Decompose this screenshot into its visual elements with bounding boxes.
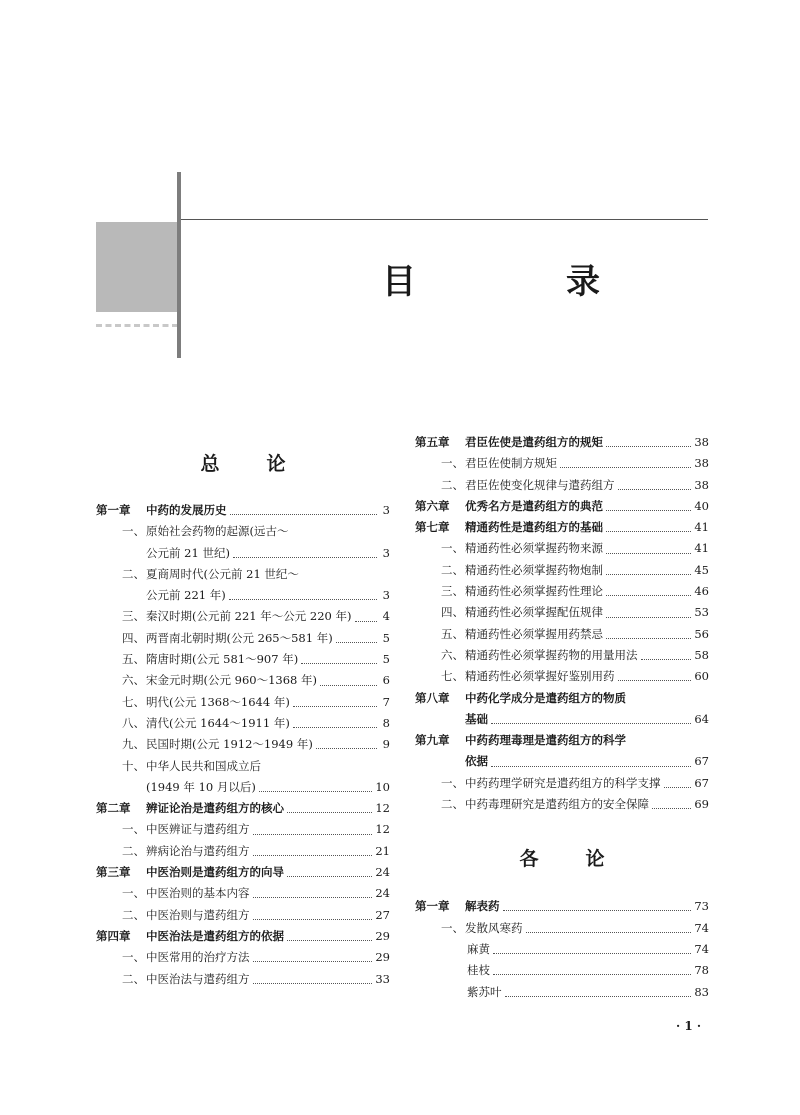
toc-entry-page: 67 <box>694 775 709 790</box>
toc-entry-page: 29 <box>375 928 390 943</box>
toc-entry[interactable] <box>96 543 390 564</box>
toc-entry[interactable] <box>96 606 390 627</box>
toc-entry[interactable] <box>96 777 390 798</box>
toc-entry-title: 优秀名方是遣药组方的典范 <box>465 498 603 513</box>
toc-list-left <box>96 500 390 990</box>
toc-entry[interactable] <box>415 794 709 815</box>
toc-entry[interactable] <box>415 624 709 645</box>
dot-leader <box>293 727 377 728</box>
toc-entry[interactable] <box>415 666 709 687</box>
toc-chapter-entry[interactable] <box>415 432 709 453</box>
toc-left-column <box>96 430 390 990</box>
toc-entry[interactable] <box>415 982 709 1003</box>
toc-entry[interactable] <box>415 960 709 981</box>
toc-entry-title: (1949 年 10 月以后) <box>146 779 256 794</box>
toc-entry-page: 5 <box>382 630 390 645</box>
toc-entry-number: 六、 <box>122 673 145 688</box>
toc-right-column <box>415 432 709 1003</box>
toc-entry-number: 第七章 <box>415 520 450 535</box>
toc-entry-number: 第二章 <box>96 801 131 816</box>
toc-entry-title: 中医治则是遣药组方的向导 <box>146 865 284 880</box>
dot-leader <box>320 685 377 686</box>
dot-leader <box>287 876 372 877</box>
dot-leader <box>253 855 373 856</box>
dot-leader <box>652 808 691 809</box>
toc-entry-title: 中医辨证与遣药组方 <box>146 822 250 837</box>
toc-entry-number: 一、 <box>122 822 145 837</box>
dot-leader <box>606 595 691 596</box>
toc-entry-number: 三、 <box>441 584 464 599</box>
toc-entry-number: 一、 <box>122 524 145 539</box>
toc-entry[interactable] <box>96 649 390 670</box>
toc-entry-title: 发散风寒药 <box>465 920 523 935</box>
dot-leader <box>253 919 373 920</box>
decorative-dashed-line <box>96 324 178 327</box>
toc-entry-page: 38 <box>694 477 709 492</box>
dot-leader <box>233 557 377 558</box>
toc-entry[interactable] <box>96 819 390 840</box>
toc-entry-page: 41 <box>694 541 709 556</box>
toc-entry-title: 原始社会药物的起源(远古～ <box>146 524 289 539</box>
toc-entry[interactable] <box>96 692 390 713</box>
toc-entry-title: 隋唐时期(公元 581～907 年) <box>146 652 299 667</box>
dot-leader <box>606 553 691 554</box>
toc-entry-title: 宋金元时期(公元 960～1368 年) <box>146 673 317 688</box>
toc-entry-number: 九、 <box>122 737 145 752</box>
toc-entry-number: 第八章 <box>415 690 450 705</box>
toc-entry-page: 8 <box>382 715 390 730</box>
toc-entry-title: 精通药性必须掌握药物来源 <box>465 541 603 556</box>
toc-entry-title: 公元前 221 年) <box>146 588 226 603</box>
toc-entry-page: 74 <box>694 920 709 935</box>
dot-leader <box>618 680 692 681</box>
dot-leader <box>287 940 372 941</box>
toc-entry-title: 依据 <box>465 754 488 769</box>
section-title-specific: 各 论 <box>519 848 619 871</box>
toc-entry-title: 麻黄 <box>467 941 490 956</box>
toc-entry-number: 七、 <box>122 694 145 709</box>
toc-entry[interactable] <box>415 560 709 581</box>
toc-entry-number: 一、 <box>441 775 464 790</box>
toc-entry[interactable] <box>96 713 390 734</box>
toc-entry-page: 78 <box>694 963 709 978</box>
toc-entry-page: 12 <box>375 822 390 837</box>
toc-entry-page: 56 <box>694 626 709 641</box>
toc-list-right-top <box>415 432 709 815</box>
dot-leader <box>664 787 692 788</box>
dot-leader <box>491 723 691 724</box>
toc-entry[interactable] <box>96 734 390 755</box>
toc-entry-number: 一、 <box>122 950 145 965</box>
toc-entry-title: 中医常用的治疗方法 <box>146 950 250 965</box>
toc-entry-title: 中药药理学研究是遣药组方的科学支撑 <box>465 775 661 790</box>
dot-leader <box>293 706 377 707</box>
toc-entry-page: 33 <box>375 971 390 986</box>
toc-entry-number: 七、 <box>441 669 464 684</box>
dot-leader <box>641 659 692 660</box>
toc-entry-title: 君臣佐使是遣药组方的规矩 <box>465 435 603 449</box>
toc-entry-page: 64 <box>694 711 709 726</box>
toc-entry-title: 民国时期(公元 1912～1949 年) <box>146 737 313 752</box>
toc-entry-page: 10 <box>375 779 390 794</box>
toc-chapter-entry[interactable] <box>96 798 390 819</box>
toc-entry[interactable] <box>415 773 709 794</box>
toc-chapter-entry[interactable] <box>415 709 709 730</box>
dot-leader <box>229 599 377 600</box>
toc-entry-number: 二、 <box>441 797 464 812</box>
toc-entry-title: 精通药性必须掌握药物的用量用法 <box>465 647 638 662</box>
toc-entry-number: 二、 <box>441 477 464 492</box>
toc-entry[interactable] <box>96 947 390 968</box>
toc-entry-number: 第一章 <box>96 503 131 517</box>
dot-leader <box>606 617 691 618</box>
toc-entry-page: 27 <box>375 907 390 922</box>
toc-entry-page: 53 <box>694 605 709 620</box>
toc-entry-title: 紫苏叶 <box>467 984 502 999</box>
toc-entry-page: 29 <box>375 950 390 965</box>
dot-leader <box>301 663 377 664</box>
toc-list-right-bottom <box>415 896 709 1002</box>
toc-entry-page: 83 <box>694 984 709 999</box>
dot-leader <box>618 489 692 490</box>
dot-leader <box>355 621 378 622</box>
toc-entry-title: 君臣佐使制方规矩 <box>465 456 557 471</box>
toc-entry-page: 40 <box>694 498 709 513</box>
toc-entry[interactable] <box>96 564 390 585</box>
toc-entry-title: 公元前 21 世纪) <box>146 545 230 560</box>
toc-entry-page: 24 <box>375 886 390 901</box>
toc-entry-number: 第四章 <box>96 928 131 943</box>
toc-entry[interactable] <box>96 841 390 862</box>
decorative-vertical-rule <box>177 172 181 358</box>
toc-entry-title: 中药毒理研究是遣药组方的安全保障 <box>465 797 649 812</box>
toc-entry-page: 73 <box>694 899 709 914</box>
dot-leader <box>606 574 691 575</box>
dot-leader <box>503 910 692 911</box>
toc-entry-page: 46 <box>694 584 709 599</box>
toc-entry-title: 辨病论治与遣药组方 <box>146 843 250 858</box>
dot-leader <box>526 932 692 933</box>
toc-entry[interactable] <box>415 645 709 666</box>
dot-leader <box>259 791 373 792</box>
toc-entry-title: 中医治则与遣药组方 <box>146 907 250 922</box>
toc-entry[interactable] <box>96 969 390 990</box>
toc-entry-title: 桂枝 <box>467 963 490 978</box>
dot-leader <box>493 953 691 954</box>
toc-entry[interactable] <box>96 883 390 904</box>
dot-leader <box>560 467 691 468</box>
section-title-general: 总 论 <box>200 453 300 475</box>
toc-entry-number: 第一章 <box>415 899 450 914</box>
toc-entry-number: 六、 <box>441 647 464 662</box>
toc-entry-number: 一、 <box>441 456 464 471</box>
toc-entry-title: 明代(公元 1368～1644 年) <box>146 694 290 709</box>
toc-entry-page: 12 <box>375 801 390 816</box>
toc-entry-title: 精通药性必须掌握药性理论 <box>465 584 603 599</box>
toc-chapter-entry[interactable] <box>96 500 390 521</box>
toc-entry-number: 第五章 <box>415 435 450 449</box>
toc-entry-number: 五、 <box>441 626 464 641</box>
toc-entry-page: 7 <box>382 694 390 709</box>
toc-entry-number: 二、 <box>122 907 145 922</box>
toc-entry-number: 二、 <box>122 566 145 581</box>
page-number: · 1 · <box>676 1019 702 1033</box>
dot-leader <box>287 812 372 813</box>
dot-leader <box>253 897 373 898</box>
toc-entry-number: 四、 <box>122 630 145 645</box>
toc-entry-page: 38 <box>694 456 709 471</box>
toc-entry-page: 5 <box>382 652 390 667</box>
toc-entry[interactable] <box>415 581 709 602</box>
toc-chapter-entry[interactable] <box>415 688 709 709</box>
toc-entry[interactable] <box>96 521 390 542</box>
toc-entry[interactable] <box>415 475 709 496</box>
toc-entry-number: 五、 <box>122 652 145 667</box>
toc-entry-number: 一、 <box>441 920 464 935</box>
toc-entry-title: 清代(公元 1644～1911 年) <box>146 715 290 730</box>
toc-entry-title: 基础 <box>465 711 488 726</box>
toc-chapter-entry[interactable] <box>415 896 709 917</box>
toc-entry-title: 君臣佐使变化规律与遣药组方 <box>465 477 615 492</box>
toc-entry-number: 三、 <box>122 609 145 624</box>
dot-leader <box>316 748 377 749</box>
toc-entry-title: 秦汉时期(公元前 221 年～公元 220 年) <box>146 609 352 624</box>
toc-entry[interactable] <box>415 538 709 559</box>
toc-entry-title: 中药化学成分是遣药组方的物质 <box>465 690 626 705</box>
toc-chapter-entry[interactable] <box>415 730 709 751</box>
toc-entry-title: 中药的发展历史 <box>146 503 227 517</box>
toc-entry-page: 24 <box>375 865 390 880</box>
toc-entry-title: 两晋南北朝时期(公元 265～581 年) <box>146 630 333 645</box>
toc-entry-title: 精通药性是遣药组方的基础 <box>465 520 603 535</box>
toc-entry[interactable] <box>96 585 390 606</box>
toc-entry-number: 二、 <box>122 843 145 858</box>
toc-entry-page: 21 <box>375 843 390 858</box>
toc-entry-page: 3 <box>382 503 390 517</box>
toc-entry-page: 74 <box>694 941 709 956</box>
toc-entry[interactable] <box>96 670 390 691</box>
toc-entry-number: 第三章 <box>96 865 131 880</box>
toc-entry-page: 6 <box>382 673 390 688</box>
toc-entry-number: 四、 <box>441 605 464 620</box>
toc-entry-page: 38 <box>694 435 709 449</box>
toc-entry-page: 58 <box>694 647 709 662</box>
toc-entry[interactable] <box>96 628 390 649</box>
dot-leader <box>606 638 691 639</box>
toc-entry-number: 第六章 <box>415 498 450 513</box>
toc-entry-title: 精通药性必须掌握药物炮制 <box>465 562 603 577</box>
dot-leader <box>253 834 373 835</box>
toc-entry-number: 一、 <box>122 886 145 901</box>
toc-entry-number: 十、 <box>122 758 145 773</box>
toc-entry-page: 41 <box>694 520 709 535</box>
toc-entry-number: 一、 <box>441 541 464 556</box>
toc-entry-number: 第九章 <box>415 733 450 748</box>
toc-entry-title: 中药药理毒理是遣药组方的科学 <box>465 733 626 748</box>
toc-entry[interactable] <box>415 453 709 474</box>
toc-chapter-entry[interactable] <box>415 496 709 517</box>
toc-entry-title: 精通药性必须掌握用药禁忌 <box>465 626 603 641</box>
toc-entry[interactable] <box>96 905 390 926</box>
toc-entry-page: 60 <box>694 669 709 684</box>
toc-entry-title: 解表药 <box>465 899 500 914</box>
toc-entry-title: 中华人民共和国成立后 <box>146 758 261 773</box>
toc-entry-page: 4 <box>382 609 390 624</box>
dot-leader <box>606 446 691 447</box>
dot-leader <box>493 974 691 975</box>
toc-entry-title: 中医治则的基本内容 <box>146 886 250 901</box>
dot-leader <box>230 514 378 515</box>
toc-entry[interactable] <box>415 918 709 939</box>
toc-entry-title: 夏商周时代(公元前 21 世纪～ <box>146 566 299 581</box>
toc-entry-title: 辨证论治是遣药组方的核心 <box>146 801 284 816</box>
page-title: 目 录 <box>382 262 658 302</box>
toc-entry-title: 中医治法是遣药组方的依据 <box>146 928 284 943</box>
toc-chapter-entry[interactable] <box>96 862 390 883</box>
toc-entry-title: 精通药性必须掌握好鉴别用药 <box>465 669 615 684</box>
toc-entry-title: 精通药性必须掌握配伍规律 <box>465 605 603 620</box>
toc-chapter-entry[interactable] <box>415 517 709 538</box>
toc-entry-number: 二、 <box>441 562 464 577</box>
dot-leader <box>253 983 373 984</box>
toc-entry-page: 45 <box>694 562 709 577</box>
toc-entry-title: 中医治法与遣药组方 <box>146 971 250 986</box>
dot-leader <box>505 996 692 997</box>
toc-entry-number: 二、 <box>122 971 145 986</box>
toc-entry-page: 67 <box>694 754 709 769</box>
toc-entry-page: 3 <box>382 545 390 560</box>
decorative-gray-block <box>96 222 178 312</box>
dot-leader <box>336 642 377 643</box>
toc-entry-page: 9 <box>382 737 390 752</box>
dot-leader <box>606 531 691 532</box>
toc-chapter-entry[interactable] <box>96 926 390 947</box>
toc-entry-page: 69 <box>694 797 709 812</box>
toc-entry[interactable] <box>415 939 709 960</box>
dot-leader <box>253 961 373 962</box>
toc-chapter-entry[interactable] <box>415 751 709 772</box>
decorative-horizontal-rule <box>181 219 708 220</box>
toc-entry-number: 八、 <box>122 715 145 730</box>
toc-entry-page: 3 <box>382 588 390 603</box>
dot-leader <box>491 766 691 767</box>
toc-entry[interactable] <box>96 756 390 777</box>
dot-leader <box>606 510 691 511</box>
toc-entry[interactable] <box>415 602 709 623</box>
